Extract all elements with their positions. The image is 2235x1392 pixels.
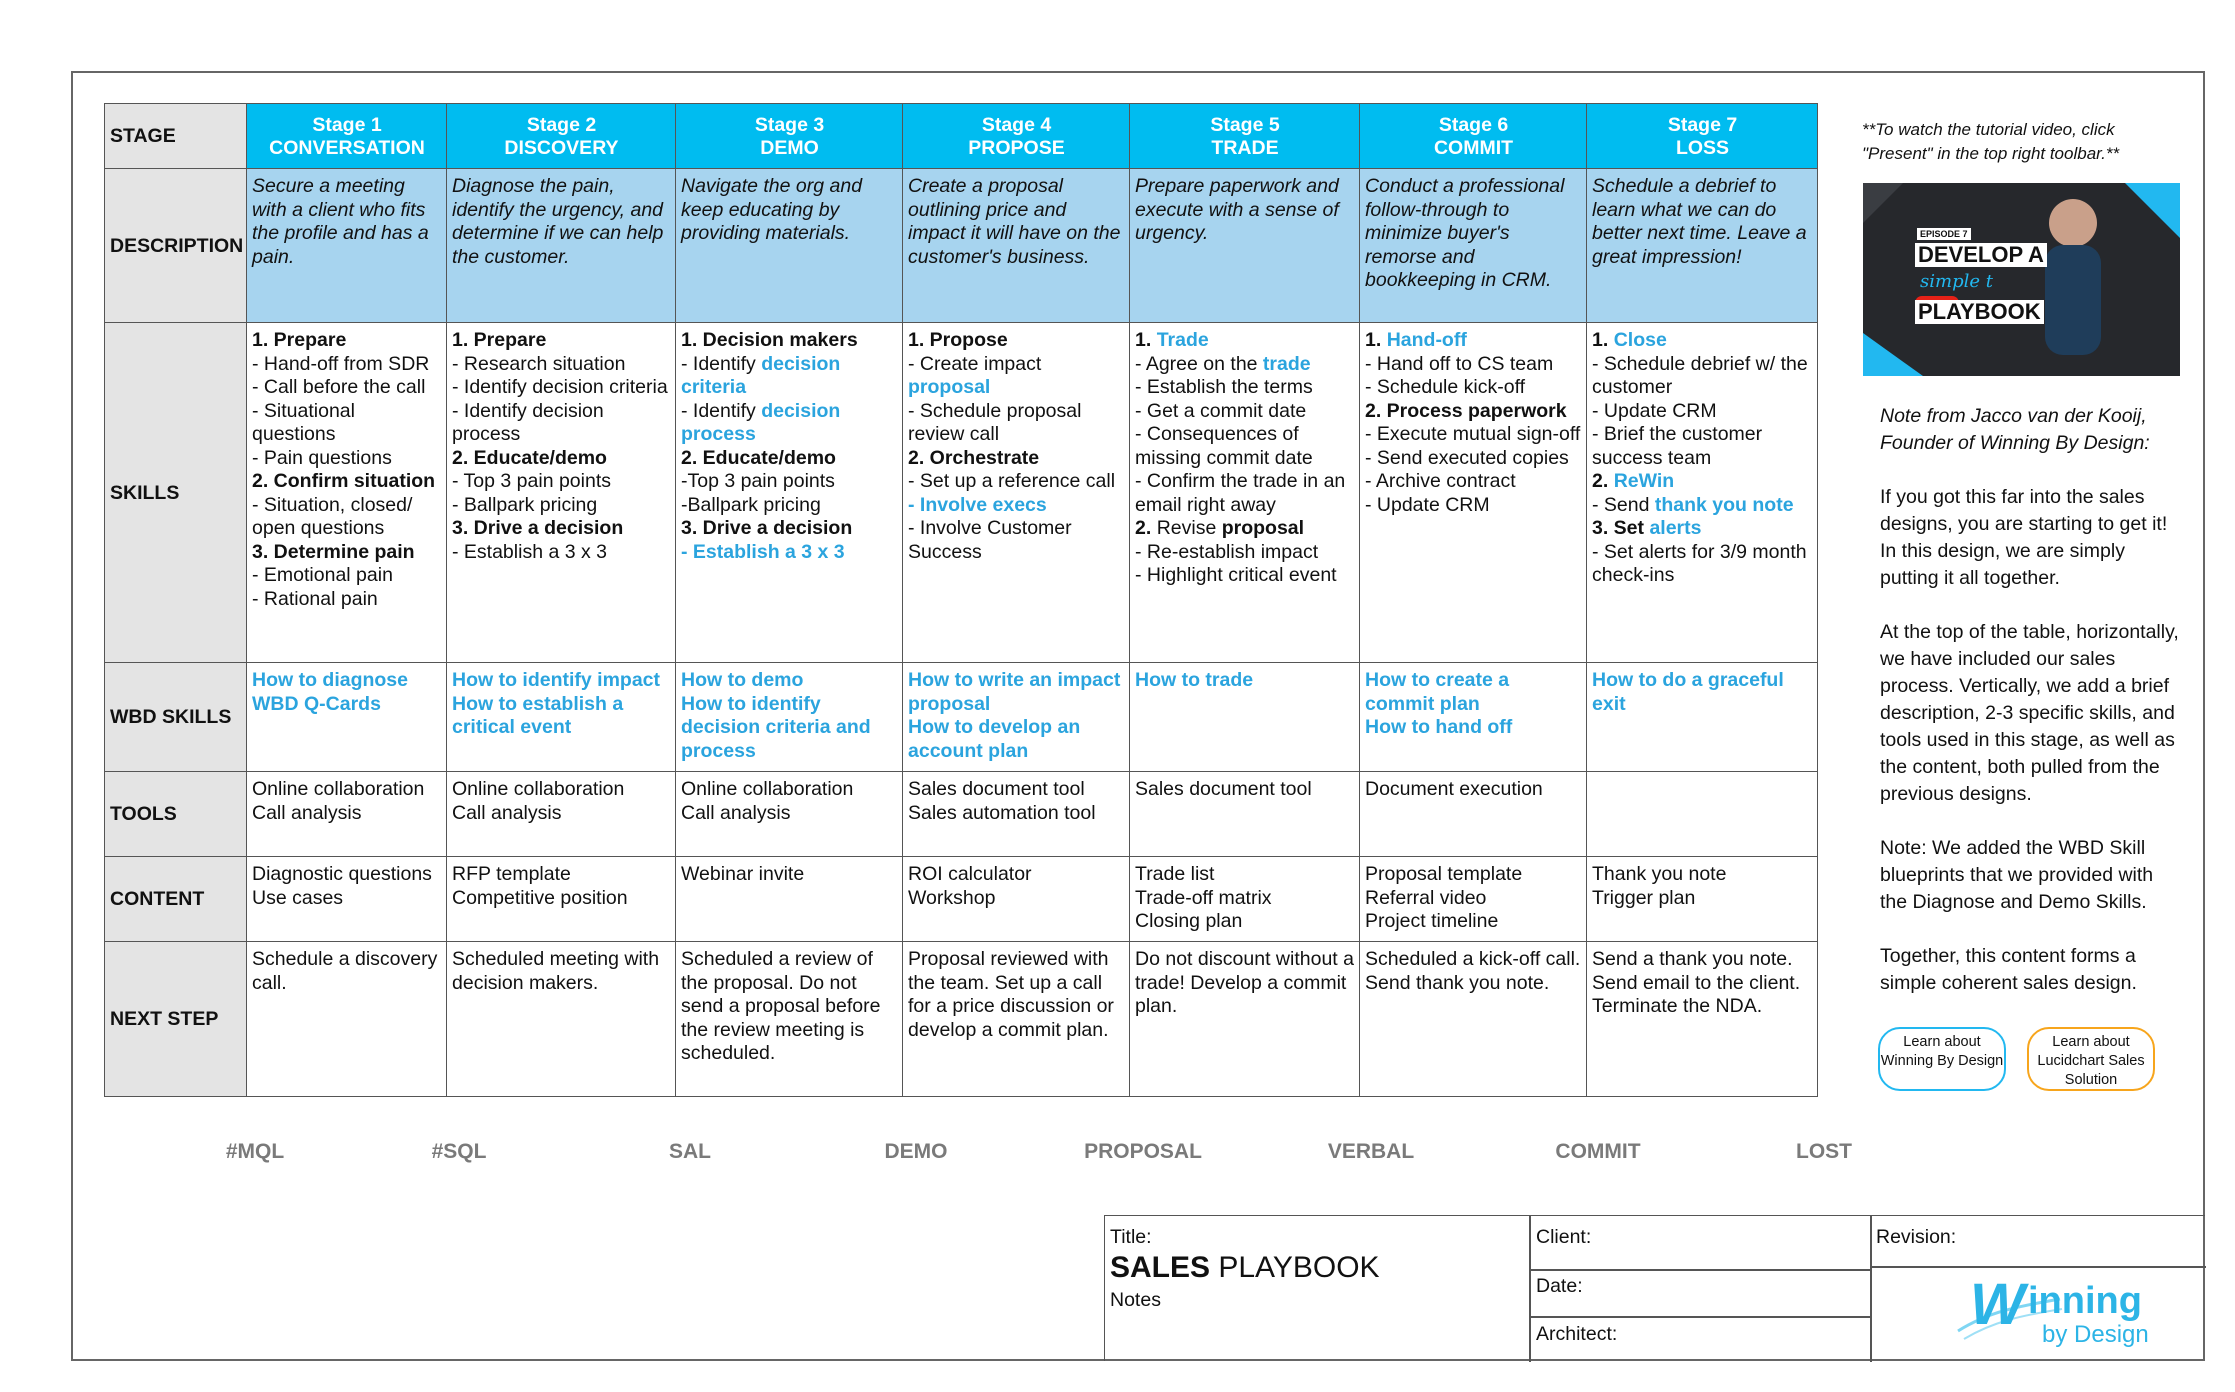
stage-tag: PROPOSAL — [1084, 1140, 1202, 1163]
tools-3: Online collaboration Call analysis — [676, 772, 903, 857]
link-hand-off[interactable]: Hand-off — [1386, 329, 1467, 351]
client-label: Client: — [1536, 1226, 1592, 1248]
stage-tag: SAL — [669, 1140, 711, 1163]
link-alerts[interactable]: alerts — [1649, 517, 1702, 539]
content-3: Webinar invite — [676, 857, 903, 942]
link-trade-2[interactable]: trade — [1262, 352, 1311, 375]
next-step-7: Send a thank you note. Send email to the client. Terminate the NDA. — [1587, 942, 1818, 1097]
row-label-content: CONTENT — [105, 857, 247, 942]
description-4: Create a proposal outlining price and impact it will have on the customer's business. — [903, 169, 1130, 323]
content-2: RFP template Competitive position — [447, 857, 676, 942]
link-decision-criteria[interactable]: decision criteria — [681, 352, 841, 398]
description-1: Secure a meeting with a client who fits the profile and has a pain. — [247, 169, 447, 323]
wbd-link[interactable]: WBD Q-Cards — [252, 692, 381, 715]
stage-row — [105, 104, 1818, 169]
stage-tag: #SQL — [431, 1140, 487, 1163]
link-decision-process[interactable]: decision process — [681, 399, 841, 445]
wbd-skills-7 — [1587, 663, 1818, 772]
architect-label: Architect: — [1536, 1323, 1618, 1345]
wbd-link[interactable]: How to demo — [681, 669, 804, 691]
learn-lucidchart-button[interactable]: Learn about Lucidchart Sales Solution — [2027, 1027, 2155, 1091]
tools-1: Online collaboration Call analysis — [247, 772, 447, 857]
wbd-link[interactable]: How to develop an account plan — [908, 716, 1081, 762]
link-thank-you-note[interactable]: thank you note — [1654, 493, 1794, 516]
stage-tag: #MQL — [225, 1140, 285, 1163]
title-label: Title: — [1110, 1226, 1152, 1248]
wbd-skills-3 — [676, 663, 903, 772]
wbd-link[interactable]: How to do a graceful exit — [1592, 669, 1784, 715]
wbd-skills-5 — [1130, 663, 1360, 772]
video-thumbnail[interactable] — [1863, 183, 2180, 376]
side-paragraph-2: At the top of the table, horizontally, we have included our sales process. Vertically, we add a brief description, 2-3 specific skills, and tools used in this stage, as well as the content, both pulled from the previous designs. — [1880, 621, 2179, 805]
link-involve-execs[interactable]: - Involve execs — [908, 493, 1047, 516]
tools-row — [105, 772, 1818, 857]
logo-subtext: by Design — [2042, 1321, 2149, 1348]
description-5: Prepare paperwork and execute with a sense of urgency. — [1130, 169, 1360, 323]
learn-wbd-button[interactable]: Learn about Winning By Design — [1878, 1027, 2006, 1091]
video-title-1: DEVELOP A — [1915, 243, 2047, 267]
skills-2: 1. Prepare - Research situation - Identify decision criteria - Identify decision process 2. Educate/demo - Top 3 pain points - Ballpark pricing 3. Drive a decision - Establish a 3 x 3 — [447, 323, 676, 663]
row-label-stage: STAGE — [105, 104, 247, 169]
skills-1: 1. Prepare - Hand-off from SDR - Call before the call - Situational questions - Pain questions 2. Confirm situation - Situation, closed/ open questions 3. Determine pain - Emotional pain - Rational pain — [247, 323, 447, 663]
wbd-link[interactable]: How to write an impact proposal — [908, 669, 1121, 715]
link-proposal[interactable]: proposal — [908, 376, 991, 398]
content-6: Proposal template Referral video Project timeline — [1360, 857, 1587, 942]
video-art-icon — [1863, 183, 2180, 376]
note-from: Note from Jacco van der Kooij, Founder of Winning By Design: — [1880, 405, 2150, 454]
title-block — [1104, 1215, 2205, 1361]
next-step-5: Do not discount without a trade! Develop a commit plan. — [1130, 942, 1360, 1097]
sales-playbook-table — [104, 103, 1818, 1097]
content-7: Thank you note Trigger plan — [1587, 857, 1818, 942]
wbd-skills-4 — [903, 663, 1130, 772]
link-establish-3x3[interactable]: - Establish a 3 x 3 — [681, 540, 845, 563]
stage-tag: COMMIT — [1555, 1140, 1641, 1163]
video-title-2: simple t — [1920, 271, 1993, 292]
row-label-next-step: NEXT STEP — [105, 942, 247, 1097]
skills-7: 1. Close - Schedule debrief w/ the customer - Update CRM - Brief the customer success team 2. ReWin - Send thank you note 3. Set alerts - Set alerts for 3/9 month check-ins — [1587, 323, 1818, 663]
skills-6: 1. Hand-off - Hand off to CS team - Schedule kick-off 2. Process paperwork - Execute mutual sign-off - Send executed copies - Archive contract - Update CRM — [1360, 323, 1587, 663]
logo-w: W — [1970, 1272, 2025, 1337]
wbd-link[interactable]: How to diagnose — [252, 669, 408, 691]
next-step-row — [105, 942, 1818, 1097]
tools-7 — [1587, 772, 1818, 857]
next-step-1: Schedule a discovery call. — [247, 942, 447, 1097]
video-title-3: PLAYBOOK — [1915, 300, 2044, 324]
tools-5: Sales document tool — [1130, 772, 1360, 857]
description-row — [105, 169, 1818, 323]
stage-header-5: Stage 5 TRADE — [1130, 104, 1360, 169]
stage-header-2: Stage 2 DISCOVERY — [447, 104, 676, 169]
side-paragraph-4: Together, this content forms a simple coherent sales design. — [1880, 945, 2137, 994]
link-rewin[interactable]: ReWin — [1613, 470, 1675, 492]
description-3: Navigate the org and keep educating by providing materials. — [676, 169, 903, 323]
wbd-link[interactable]: How to identify impact — [452, 669, 661, 691]
stage-header-3: Stage 3 DEMO — [676, 104, 903, 169]
stage-tag: LOST — [1796, 1140, 1852, 1163]
content-4: ROI calculator Workshop — [903, 857, 1130, 942]
description-7: Schedule a debrief to learn what we can do better next time. Leave a great impression! — [1587, 169, 1818, 323]
next-step-3: Scheduled a review of the proposal. Do not send a proposal before the review meeting is scheduled. — [676, 942, 903, 1097]
tools-4: Sales document tool Sales automation tool — [903, 772, 1130, 857]
next-step-2: Scheduled meeting with decision makers. — [447, 942, 676, 1097]
wbd-link[interactable]: How to identify decision criteria and process — [681, 692, 871, 762]
wbd-link[interactable]: How to trade — [1135, 669, 1254, 691]
notes-label: Notes — [1110, 1289, 1161, 1311]
wbd-skills-row — [105, 663, 1818, 772]
link-trade[interactable]: Trade — [1156, 329, 1209, 351]
tools-6: Document execution — [1360, 772, 1587, 857]
wbd-link[interactable]: How to establish a critical event — [452, 692, 624, 738]
content-1: Diagnostic questions Use cases — [247, 857, 447, 942]
content-5: Trade list Trade-off matrix Closing plan — [1130, 857, 1360, 942]
side-paragraph-1: If you got this far into the sales designs, you are starting to get it! In this design, we are simply putting it all together. — [1880, 486, 2168, 589]
wbd-skills-2 — [447, 663, 676, 772]
stage-header-1: Stage 1 CONVERSATION — [247, 104, 447, 169]
wbd-link[interactable]: How to hand off — [1365, 716, 1513, 738]
tools-2: Online collaboration Call analysis — [447, 772, 676, 857]
logo-text: inning — [2028, 1280, 2142, 1322]
side-paragraph-3: Note: We added the WBD Skill blueprints that we provided with the Diagnose and Demo Skills. — [1880, 837, 2154, 913]
description-2: Diagnose the pain, identify the urgency, and determine if we can help the customer. — [447, 169, 676, 323]
row-label-tools: TOOLS — [105, 772, 247, 857]
next-step-6: Scheduled a kick-off call. Send thank you note. — [1360, 942, 1587, 1097]
revision-label: Revision: — [1876, 1226, 1957, 1248]
stage-tag: DEMO — [884, 1140, 948, 1163]
stage-tag-row — [0, 1140, 2235, 1170]
link-close[interactable]: Close — [1613, 329, 1667, 351]
skills-3: 1. Decision makers - Identify decision criteria - Identify decision process 2. Educate/demo -Top 3 pain points -Ballpark pricing 3. Drive a decision - Establish a 3 x 3 — [676, 323, 903, 663]
row-label-skills: SKILLS — [105, 323, 247, 663]
wbd-skills-1 — [247, 663, 447, 772]
skills-4: 1. Propose - Create impact proposal - Schedule proposal review call 2. Orchestrate - Set up a reference call - Involve execs - Involve Customer Success — [903, 323, 1130, 663]
winning-by-design-logo — [1950, 1271, 2190, 1356]
stage-tag: VERBAL — [1327, 1140, 1415, 1163]
skills-5: 1. Trade - Agree on the trade - Establish the terms - Get a commit date - Consequences of missing commit date - Confirm the trade in an email right away 2. Revise proposal - Re-establish impact - Highlight critical event — [1130, 323, 1360, 663]
tutorial-note: **To watch the tutorial video, click "Present" in the top right toolbar.** — [1862, 120, 2120, 163]
wbd-skills-6 — [1360, 663, 1587, 772]
stage-header-4: Stage 4 PROPOSE — [903, 104, 1130, 169]
stage-header-6: Stage 6 COMMIT — [1360, 104, 1587, 169]
date-label: Date: — [1536, 1275, 1583, 1297]
skills-row — [105, 323, 1818, 663]
row-label-wbd-skills: WBD SKILLS — [105, 663, 247, 772]
description-6: Conduct a professional follow-through to minimize buyer's remorse and bookkeeping in CRM. — [1360, 169, 1587, 323]
stage-header-7: Stage 7 LOSS — [1587, 104, 1818, 169]
row-label-description: DESCRIPTION — [105, 169, 247, 323]
next-step-4: Proposal reviewed with the team. Set up a call for a price discussion or develop a commit plan. — [903, 942, 1130, 1097]
wbd-link[interactable]: How to create a commit plan — [1365, 669, 1510, 715]
video-episode: EPISODE 7 — [1917, 228, 1971, 240]
content-row — [105, 857, 1818, 942]
document-title: SALES PLAYBOOK — [1110, 1251, 1380, 1284]
